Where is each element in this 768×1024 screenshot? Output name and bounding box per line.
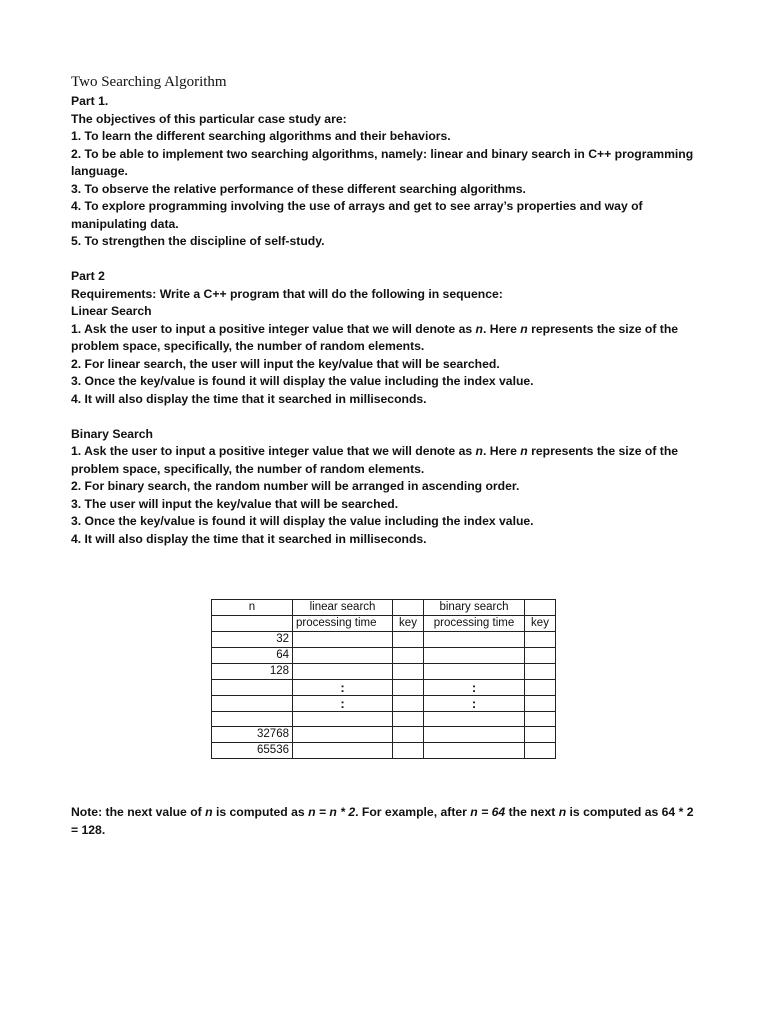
table-header-row bbox=[212, 600, 556, 616]
table-cell bbox=[393, 696, 424, 712]
table-cell: : bbox=[293, 680, 393, 696]
table-row bbox=[212, 648, 556, 664]
table-subheader-row bbox=[212, 616, 556, 632]
results-table bbox=[211, 599, 556, 759]
part1-heading: Part 1. bbox=[71, 94, 109, 108]
table-cell bbox=[424, 727, 525, 743]
objective-4: 4. To explore programming involving the use of arrays and get to see array’s properties and way of manipulating data. bbox=[71, 199, 643, 231]
binary-step-3: 3. The user will input the key/value that will be searched. bbox=[71, 496, 399, 511]
table-cell bbox=[525, 727, 556, 743]
table-header-cell bbox=[525, 600, 556, 616]
binary-step-4: 3. Once the key/value is found it will display the value including the index value. bbox=[71, 514, 534, 528]
table-header-cell bbox=[212, 616, 293, 632]
table-cell: 65536 bbox=[212, 743, 293, 759]
table-header-cell: binary search bbox=[424, 600, 525, 616]
table-row bbox=[212, 696, 556, 712]
table-cell: 64 bbox=[212, 648, 293, 664]
table-cell bbox=[393, 712, 424, 727]
table-cell bbox=[525, 632, 556, 648]
binary-search-heading: Binary Search bbox=[71, 426, 153, 441]
binary-step-5: 4. It will also display the time that it searched in milliseconds. bbox=[71, 531, 427, 546]
table-cell bbox=[424, 664, 525, 680]
objective-3: 3. To observe the relative performance of these different searching algorithms. bbox=[71, 181, 526, 196]
table-cell bbox=[293, 712, 393, 727]
table-header-cell: key bbox=[393, 616, 424, 632]
table-header-cell bbox=[393, 600, 424, 616]
requirements-line: Requirements: Write a C++ program that will do the following in sequence: bbox=[71, 286, 503, 301]
table-cell: : bbox=[293, 696, 393, 712]
table-cell bbox=[525, 664, 556, 680]
binary-step-2: 2. For binary search, the random number will be arranged in ascending order. bbox=[71, 479, 520, 493]
linear-step-2: 2. For linear search, the user will input the key/value that will be searched. bbox=[71, 356, 500, 371]
part2-heading: Part 2 bbox=[71, 269, 105, 283]
table-header-cell: processing time bbox=[424, 616, 525, 632]
table-cell bbox=[293, 632, 393, 648]
table-cell bbox=[212, 696, 293, 712]
table-cell bbox=[525, 712, 556, 727]
table-row bbox=[212, 632, 556, 648]
table-cell bbox=[212, 712, 293, 727]
table-cell bbox=[293, 664, 393, 680]
table-cell bbox=[393, 680, 424, 696]
table-row bbox=[212, 664, 556, 680]
table-header-cell: processing time bbox=[293, 616, 393, 632]
table-cell bbox=[393, 664, 424, 680]
table-cell bbox=[393, 727, 424, 743]
table-row bbox=[212, 743, 556, 759]
table-cell bbox=[424, 743, 525, 759]
linear-step-1: 1. Ask the user to input a positive integer value that we will denote as n. Here n represents the size of the problem space, specifically, the number of random elements. bbox=[71, 321, 679, 353]
note-paragraph: Note: the next value of n is computed as n = n * 2. For example, after n = 64 the next n is computed as 64 * 2 = 128. bbox=[71, 805, 694, 837]
table-cell bbox=[424, 648, 525, 664]
objective-1: 1. To learn the different searching algorithms and their behaviors. bbox=[71, 129, 451, 143]
part1-intro: The objectives of this particular case study are: bbox=[71, 111, 347, 126]
table-row bbox=[212, 712, 556, 727]
objective-5: 5. To strengthen the discipline of self-study. bbox=[71, 234, 325, 248]
linear-step-3: 3. Once the key/value is found it will display the value including the index value. bbox=[71, 374, 534, 388]
table-cell bbox=[393, 632, 424, 648]
objective-2: 2. To be able to implement two searching algorithms, namely: linear and binary search in C++ programming language. bbox=[71, 146, 694, 178]
table-cell: : bbox=[424, 680, 525, 696]
table-cell bbox=[293, 743, 393, 759]
table-cell bbox=[293, 648, 393, 664]
table-cell bbox=[293, 727, 393, 743]
table-header-cell: linear search bbox=[293, 600, 393, 616]
table-cell bbox=[424, 712, 525, 727]
linear-step-4: 4. It will also display the time that it searched in milliseconds. bbox=[71, 391, 427, 406]
table-cell bbox=[424, 632, 525, 648]
table-cell bbox=[525, 648, 556, 664]
binary-step-1: 1. Ask the user to input a positive integer value that we will denote as n. Here n represents the size of the problem space, specifically, the number of random elements. bbox=[71, 444, 679, 476]
table-header-cell: key bbox=[525, 616, 556, 632]
table-cell bbox=[212, 680, 293, 696]
part1-section bbox=[71, 93, 701, 548]
table-cell: 32 bbox=[212, 632, 293, 648]
table-cell: : bbox=[424, 696, 525, 712]
document-title: Two Searching Algorithm bbox=[71, 74, 227, 90]
table-header-cell: n bbox=[212, 600, 293, 616]
table-cell: 32768 bbox=[212, 727, 293, 743]
table-row bbox=[212, 727, 556, 743]
table-cell bbox=[525, 680, 556, 696]
linear-search-heading: Linear Search bbox=[71, 304, 152, 318]
table-cell bbox=[393, 648, 424, 664]
table-cell bbox=[393, 743, 424, 759]
table-cell bbox=[525, 696, 556, 712]
table-cell: 128 bbox=[212, 664, 293, 680]
table-row bbox=[212, 680, 556, 696]
table-cell bbox=[525, 743, 556, 759]
